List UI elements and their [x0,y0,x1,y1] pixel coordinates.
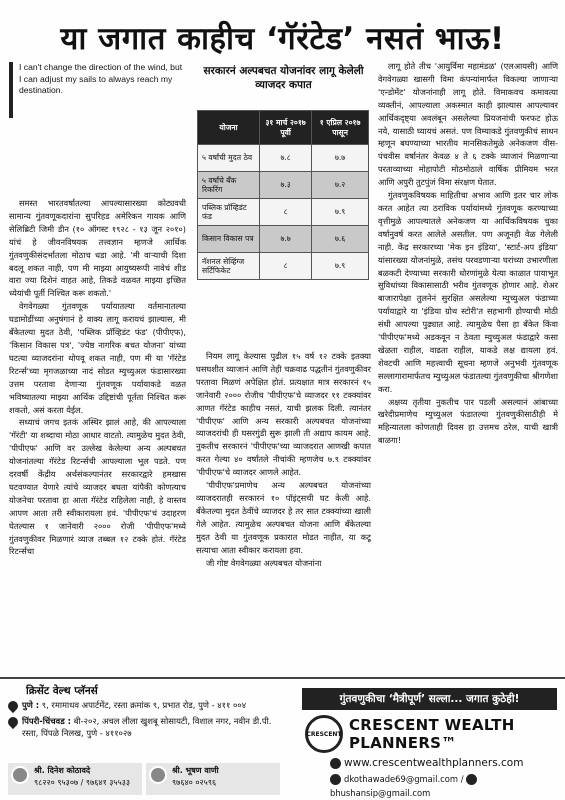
paragraph: नियम लागू केल्यास पुढील १५ वर्ष १२ टक्के इतक्या घसघशीत व्याजानं आणि तेही चक्रवाढ पद्धतीनं गुंतवणुकीवर परतावा मिळणं अपेक्षित होतं. प्रत्यक्षात मात्र सरकारनं १५ जानेवारी २००० रोजीच 'पीपीएफ'चे व्याजदर ११ टक्क्यांवर आणत गॅरंटेड काहीच नसतं, याची झलक दिली. त्यानंतर 'पीपीएफ' आणि अन्य सरकारी अल्पबचत योजनांच्या व्याजदरांची ही घसरगुंडी सुरू झाली ती अद्याप कायम आहे. नुकतीच सरकारनं 'पीपीएफ'च्या व्याजदरात आणखी कपात करत गेल्या ४० वर्षांतले नीचांकी म्हणजेच ७.९ टक्क्यांवर 'पीपीएफ'चे व्याजदर आणले आहेत. [196,351,371,478]
contact-block [8,683,280,795]
person-name: श्री. भूषण वाणी [172,766,219,775]
table-cell: ७.९ [312,199,369,226]
table-cell: ७.७ [312,145,369,172]
table-title: सरकारनं अल्पबचत योजनांवर लागू केलेली व्याजदर कपात [203,65,364,91]
contact-person-1 [8,763,142,795]
table-cell: ८ [260,199,312,226]
table-cell: ५ वर्षांची मुदत ठेव [198,145,260,172]
contact-person-2 [146,763,280,795]
office-label: पुणे : [22,700,40,710]
paragraph: समस्त भारतवर्षातल्या आपल्यासारख्या कोट्यवधी सामान्य गुंतवणूकदारांना सुपरिहड अमेरिकन गायक आणि सेलिब्रिटी जिमी डीन (१० ऑगस्ट १९२८ - १३ जून २०१०) यांचं हे जीवनविषयक तत्त्वज्ञान म्हणजे आर्थिक गुंतवणुकीसंदर्भातला मोठाच धडा आहे. 'मी वाऱ्याची दिशा बदलू शकत नाही, पण मी माझ्या आयुष्यरूपी नावेचं शीड वारा ज्या दिशेनं वाहत आहे, तिकडे वळवत माझ्या इच्छित ध्येयांची पूर्ती निश्चित करू शकतो.' [9,198,186,299]
office-pune [8,699,280,711]
table-header: योजना [198,111,260,145]
article-column-3 [378,60,558,670]
avatar [11,766,29,784]
table-cell: ७.३ [260,172,312,199]
quote-box [9,62,184,118]
table-cell: ८ [260,253,312,280]
headline: या जगात काहीच ‘गॅरंटेड’ नसतं भाऊ! [60,21,505,57]
interest-rate-table [197,110,369,280]
mail-icon [330,774,341,785]
email-line [330,772,565,800]
paragraph: वेगवेगळ्या गुंतवणूक पर्यायातल्या वर्तमानातल्या घडामोडींच्या अनुषंगानं हे वाक्य लागू करायचं झाल्यास, मी बँकेतल्या मुदत ठेवी, 'पब्लिक प्रॉव्हिडंट फंड' (पीपीएफ), 'किसान विकास पत्र', 'ज्येष्ठ नागरिक बचत योजना' यांच्या घटत्या व्याजदरांना थोपवू शकत नाही, पण मी या 'गॅरंटेड रिटर्न्स'च्या मृगजळाच्या नादं सोडत म्युच्युअल फंडासारख्या उत्तम परतावा देणाऱ्या गुंतवणूक पर्यायाकडे वळत भविष्यातल्या माझ्या आर्थिक उद्दिष्टांची पूर्तता निश्चित करू शकतो, असं करता येईल. [9,301,186,415]
table-cell: पब्लिक प्रॉव्हिडंट फंड [198,199,260,226]
company-name: क्रिसेंट वेल्थ प्लॅनर्स [26,685,98,697]
office-label: पिंपरी-चिंचवड : [22,716,71,726]
table-cell: ७.९ [312,253,369,280]
avatar [149,766,167,784]
email-link-1[interactable]: dkothawade69@gmail.com [344,774,459,784]
person-phone: ९७६४० ०२५९६ [172,778,217,787]
article-column-1 [9,197,186,669]
paragraph: 'पीपीएफ'प्रमाणेच अन्य अल्पबचत योजनांच्या व्याजदरातही सरकारनं १० पॉइंट्सची घट केली आहे. बँकेतल्या मुदत ठेवींचे व्याजदर हे तर सात टक्क्यांच्या खाली गेले आहेत. त्यामुळेच अल्पबचत योजना आणि बँकेतल्या मुदत ठेवी या गुंतवणूक प्रकारात मोडत नाहीत, या कटू सत्याचा आता स्वीकार करायला हवा. [196,480,371,555]
table-row [198,172,369,199]
table-cell: ७.८ [260,145,312,172]
person-name: श्री. दिनेश कोठावदे [34,766,91,775]
table-header: ३१ मार्च २०१७ पूर्वी [260,111,312,145]
mail-icon [466,774,477,785]
article-column-2 [196,350,371,669]
logo-text: CRESCENT [306,730,342,738]
crescent-logo-icon [305,715,343,753]
email-separator: / [460,774,464,784]
table-cell: ७.२ [312,172,369,199]
table-row [198,145,369,172]
table-cell: नॅशनल सेव्हिंग्ज सर्टिफिकेट [198,253,260,280]
website-link[interactable]: www.crescentwealthplanners.com [344,757,524,769]
paragraph: जी गोष्ट वेगवेगळ्या अल्पबचत योजनांना [206,557,322,568]
paragraph: लागू होते तीच 'आयुर्विमा महामंडळ' (एलआयसी) आणि वेगवेगळ्या खासगी विमा कंपन्यांमार्फत विकल्या जाणाऱ्या 'एन्डोमेंट' योजनांनाही लागू होते. विमाकवच कमावत्या व्यक्तीनं, आपल्याला अकस्मात काही झाल्यास आपल्यावर आर्थिकदृष्ट्या अवलंबून असलेल्या प्रियजनांची फरफट होऊ नये, यासाठी घ्यायचं असतं. पण विम्याकडे गुंतवणुकीचं साधन म्हणून बघण्याच्या भारतीय मानसिकतेमुळे अनेकजण वीस-पंचवीस वर्षानंतर केवळ ४ ते ६ टक्के व्याजानं मिळणाऱ्या परताव्याच्या मोहापोटी मोठमोठाले वार्षिक प्रीमियम भरत आणि अपुरी तुटपुंजं विमा संरक्षण घेतात. [378,61,558,188]
quote-text: I can't change the direction of the wind, but I can adjust my sails to always reach my destination. [19,62,183,95]
contact-persons [8,763,280,795]
office-pcmc [8,715,280,739]
globe-icon [330,758,341,769]
office-address: ९, रमामाधव अपार्टमेंट, रस्ता क्रमांक ९, प्रभात रोड, पुणे - ४११ ००४ [41,700,247,710]
paragraph: सध्याचं जगच इतकं अस्थिर झालं आहे, की आपल्याला 'गॅरंटी' या शब्दाचा मोठा आधार वाटतो. त्यामुळेच मुदत ठेवी, 'पीपीएफ' आणि वर उल्लेख केलेल्या अन्य अल्पबचत योजनांतल्या गॅरंटेड रिटर्न्सची आपल्याला भूल पडते. पण दरवर्षी केंद्रीय अर्थसंकल्पानंतर सरकारद्वारे हमखास घटवण्यात येणारे त्यांचे व्याजदर बघता यांपैकी कोणत्याच योजनेचा परतावा हा आता गॅरंटेड राहिलेला नाही, हे वास्तव आपण आता तरी स्वीकारायला हवं. 'पीपीएफ'चं उदाहरण घेतल्यास १ जानेवारी २००० रोजी 'पीपीएफ'मध्ये गुंतवणुकीवर मिळणारं व्याज तब्बल १२ टक्के होतं. गॅरंटेड रिटर्न्सचा [9,417,186,557]
office-address: बी-२०२, अचल लीला खुशबू सोसायटी, विशाल नगर, नवीन डी.पी. रस्ता, पिंपळे निलख, पुणे - ४११०२७ [22,716,272,738]
table-row [198,199,369,226]
table-cell: ७.६ [312,226,369,253]
paragraph: गुंतवणुकविषयक माहितीचा अभाव आणि इतर चार लोक करत आहेत त्या ठराविक पर्यायांमध्ये गुंतवणूक करण्याच्या वृत्तीमुळे आपल्यातले अनेकजण या आर्थिकविषयक चुका वर्षानुवर्ष करत आलेले असतील. पण अजूनही वेळ गेलेली नाही. केंद्र सरकारच्या 'मेक इन इंडिया', 'स्टार्ट-अप इंडिया' यांसारख्या योजनांमुळे, तसंच परवडणाऱ्या घरांच्या उभारणीला बळकटी देण्याच्या सरकारी धोरणांमुळे येत्या काळात पायाभूत सुविधांच्या विकासासाठी भरीव गुंतवणूक होणार आहे. शेअर बाजारापेक्षा तुलनेनं सुरक्षित असलेल्या म्युच्युअल फंडाच्या पर्यायाद्वारे या 'इंडिया ग्रोथ स्टोरी'त सहभागी होण्याची मोठी संधी आपल्या पुढ्यात आहे. त्यामुळेच पैसा हा बँकेत किंवा 'पीपीएफ'मध्ये अडकवून न ठेवता म्युच्युअल फंडाद्वारे कसा खेळता राहील, वाढता राहील, याकडे लक्ष द्यायला हवं. शेवटची आणि महत्त्वाची सूचना म्हणजे अनुभवी गुंतवणूक सल्लागारामार्फतच म्युच्युअल फंडातल्या गुंतवणुकीचा श्रीगणेशा करा. [378,190,558,394]
brand-name: CRESCENT WEALTH PLANNERS™ [349,716,515,752]
table-row [198,226,369,253]
table-row [198,253,369,280]
person-phone: ९८२२० ९५३०७ / ९७६४१ ३५५३३ [34,778,131,787]
website-line [330,756,523,770]
tagline-banner: गुंतवणुकीचा ‘मैत्रीपूर्ण’ सल्ला... जगात कुठेही! [302,688,557,710]
email-link-2[interactable]: bhushansip@gmail.com [330,788,431,798]
table-cell: किसान विकास पत्र [198,226,260,253]
table-cell: ७.७ [260,226,312,253]
table-cell: ५ वर्षांचे बँक रिकरिंग [198,172,260,199]
table-header: १ एप्रिल २०१७ पासून [312,111,369,145]
table-header-row [198,111,369,145]
brand-block [305,714,555,754]
paragraph: अक्षय्य तृतीया नुकतीच पार पडली असल्यानं आंबाच्या खरेदीप्रमाणेच म्युच्युअल फंडातल्या गुंतवणुकीसाठीही मे महिन्यातला कोणताही दिवस हा उत्तमच ठरेल, याची खात्री बाळगा! [378,396,558,446]
